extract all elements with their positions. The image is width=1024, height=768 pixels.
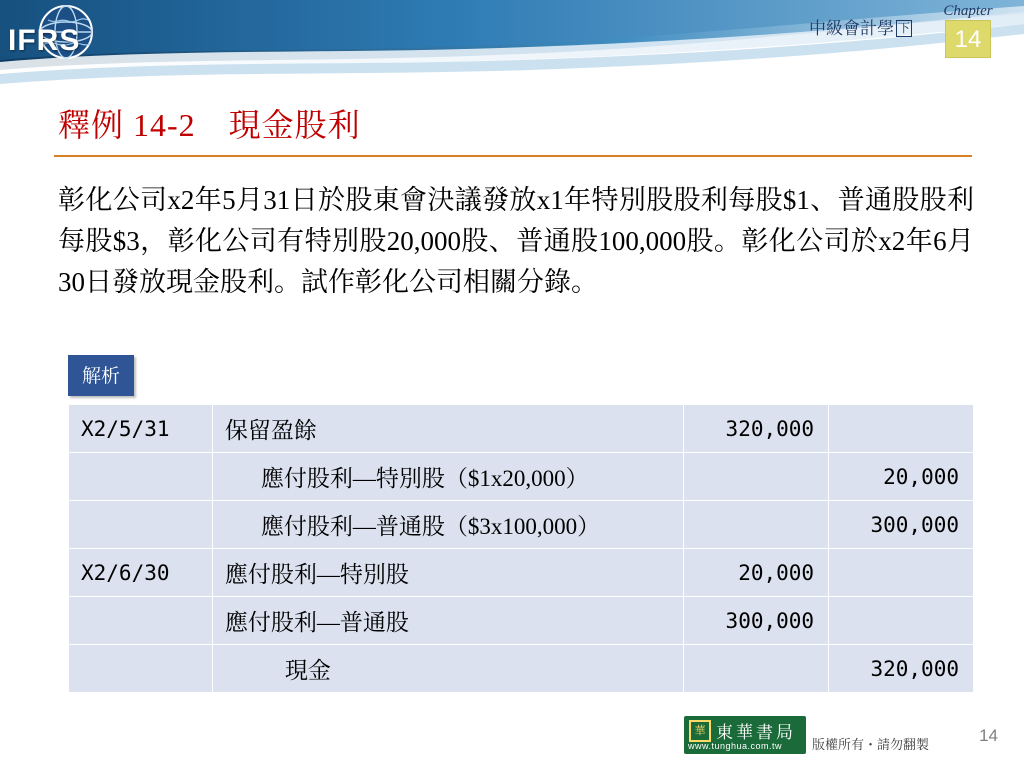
- entry-debit: 300,000: [684, 597, 829, 645]
- entry-credit: [829, 405, 974, 453]
- entry-credit: 300,000: [829, 501, 974, 549]
- entry-credit: 320,000: [829, 645, 974, 693]
- entry-account: 保留盈餘: [212, 405, 683, 453]
- chapter-number: 14: [945, 20, 991, 58]
- problem-statement: 彰化公司x2年5月31日於股東會決議發放x1年特別股股利每股$1、普通股股利每股$3，彰化公司有特別股20,000股、普通股100,000股。彰化公司於x2年6月30日發放現金股利。試作彰化公司相關分錄。: [58, 185, 974, 297]
- page-title: 釋例 14-2 現金股利: [58, 107, 361, 143]
- entry-debit: 20,000: [684, 549, 829, 597]
- course-title-text: 中級會計學: [808, 19, 894, 38]
- entry-credit: [829, 597, 974, 645]
- table-row: [69, 645, 974, 693]
- entry-account: 應付股利—特別股: [212, 549, 683, 597]
- entry-debit: [684, 501, 829, 549]
- title-divider: [54, 155, 972, 157]
- entry-credit: [829, 549, 974, 597]
- entry-credit: 20,000: [829, 453, 974, 501]
- course-volume-badge: 下: [897, 21, 910, 35]
- table-row: [69, 597, 974, 645]
- copyright-notice: 版權所有・請勿翻製: [812, 737, 930, 752]
- entry-debit: [684, 645, 829, 693]
- entry-date: [69, 645, 213, 693]
- entry-account: 應付股利—特別股（$1x20,000）: [212, 453, 683, 501]
- entry-account: 應付股利—普通股: [212, 597, 683, 645]
- journal-entry-table: [68, 404, 974, 693]
- entry-debit: 320,000: [684, 405, 829, 453]
- entry-date: [69, 453, 213, 501]
- entry-account: 應付股利—普通股（$3x100,000）: [212, 501, 683, 549]
- entry-date: X2/5/31: [69, 405, 213, 453]
- table-row: [69, 405, 974, 453]
- header-banner: [0, 0, 1024, 92]
- table-row: [69, 453, 974, 501]
- analysis-badge: 解析: [68, 355, 134, 396]
- table-row: [69, 501, 974, 549]
- entry-account: 現金: [212, 645, 683, 693]
- ifrs-logo-text: IFRS: [8, 24, 81, 57]
- page-number: 14: [979, 726, 998, 745]
- chapter-label: Chapter: [943, 3, 993, 19]
- entry-date: X2/6/30: [69, 549, 213, 597]
- entry-date: [69, 597, 213, 645]
- publisher-url: www.tunghua.com.tw: [688, 741, 783, 751]
- entry-debit: [684, 453, 829, 501]
- seal-icon: 華: [689, 720, 711, 742]
- table-row: [69, 549, 974, 597]
- publisher-name: 東華書局: [716, 723, 796, 742]
- chapter-indicator: [930, 2, 1006, 60]
- publisher-logo: [684, 716, 806, 754]
- entry-date: [69, 501, 213, 549]
- course-title: [809, 14, 912, 39]
